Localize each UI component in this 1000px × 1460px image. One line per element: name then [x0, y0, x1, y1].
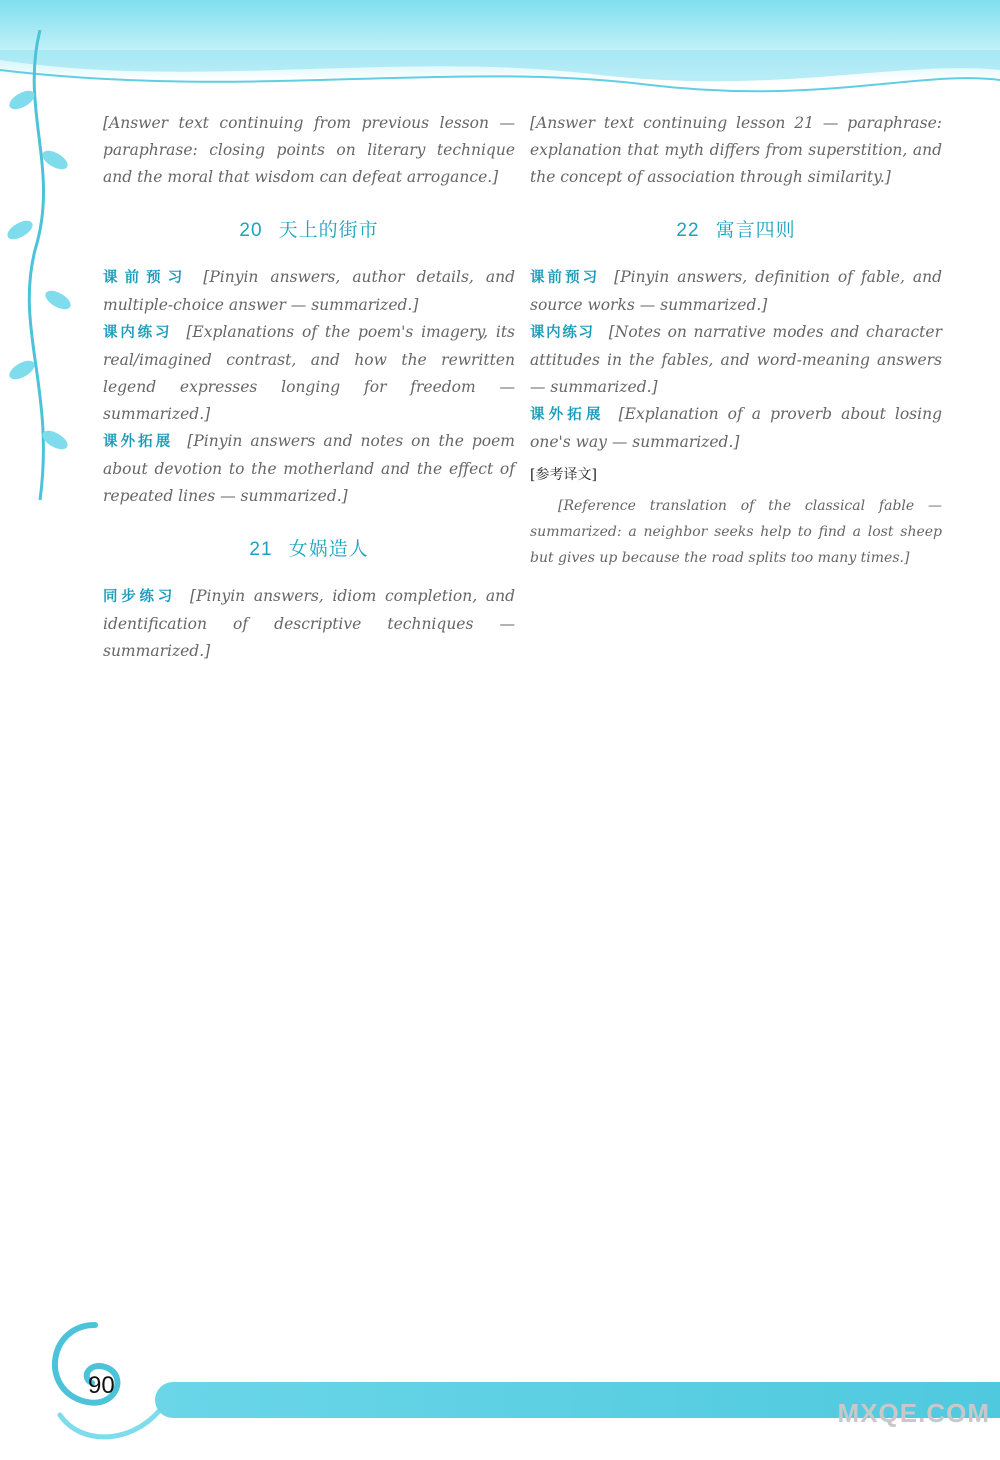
tag-sync-practice: 同步练习: [103, 589, 177, 605]
lesson-21-title: [103, 536, 515, 563]
reference-translation-text: [Reference translation of the classical fable — summarized: a neighbor seeks help to find a lost sheep but gives up because the road splits too many times.]: [530, 498, 942, 566]
lesson-22-practice: [530, 319, 942, 401]
left-intro-text: [Answer text continuing from previous lesson — paraphrase: closing points on literary technique and the moral that wisdom can defeat arrogance.]: [103, 114, 515, 186]
right-column: [530, 110, 942, 571]
tag-extension: 课外拓展: [530, 407, 605, 423]
tag-extension: 课外拓展: [103, 434, 174, 450]
tag-practice: 课内练习: [530, 325, 595, 341]
lesson-20-number: 20: [239, 220, 263, 241]
lesson-22-number: 22: [676, 220, 700, 241]
lesson-22-name: 寓言四则: [715, 220, 796, 241]
lesson-22-extension-text: [Explanation of a proverb about losing one's way — summarized.]: [530, 405, 942, 451]
lesson-21-name: 女娲造人: [288, 539, 369, 560]
page-number: 90: [88, 1372, 115, 1399]
lesson-22-title: [530, 217, 942, 244]
lesson-20-name: 天上的街市: [278, 220, 379, 241]
tag-preview: 课前预习: [530, 270, 601, 286]
lesson-20-title: [103, 217, 515, 244]
lesson-20-preview-text: [Pinyin answers, author details, and multiple-choice answer — summarized.]: [103, 268, 515, 314]
lesson-20-practice: [103, 319, 515, 428]
lesson-20-practice-text: [Explanations of the poem's imagery, its real/imagined contrast, and how the rewritten legend expresses longing for freedom — summarized.]: [103, 323, 516, 423]
lesson-21-number: 21: [249, 539, 273, 560]
lesson-20-extension: [103, 428, 515, 510]
lesson-22-extension: [530, 401, 942, 456]
lesson-22-preview: [530, 264, 942, 319]
left-column: [103, 110, 515, 665]
watermark-logo: MXQE.COM: [837, 1398, 990, 1428]
lesson-22-practice-text: [Notes on narrative modes and character attitudes in the fables, and word-meaning answers — summarized.]: [530, 323, 942, 396]
reference-translation-heading: [参考译文]: [530, 467, 597, 483]
tag-practice: 课内练习: [103, 325, 173, 341]
vine-decoration: [0, 30, 80, 500]
lesson-21-practice: [103, 583, 515, 665]
lesson-20-extension-text: [Pinyin answers and notes on the poem about devotion to the motherland and the effect of repeated lines — summarized.]: [103, 432, 515, 505]
lesson-22-preview-text: [Pinyin answers, definition of fable, and source works — summarized.]: [530, 268, 943, 314]
header-wave-decoration: [0, 50, 1000, 110]
lesson-20-preview: [103, 264, 515, 319]
lesson-21-practice-text: [Pinyin answers, idiom completion, and identification of descriptive techniques — summarized.]: [103, 587, 515, 660]
tag-preview: 课前预习: [103, 270, 190, 286]
right-intro-text: [Answer text continuing lesson 21 — paraphrase: explanation that myth differs from superstition, and the concept of association through similarity.]: [530, 114, 942, 186]
